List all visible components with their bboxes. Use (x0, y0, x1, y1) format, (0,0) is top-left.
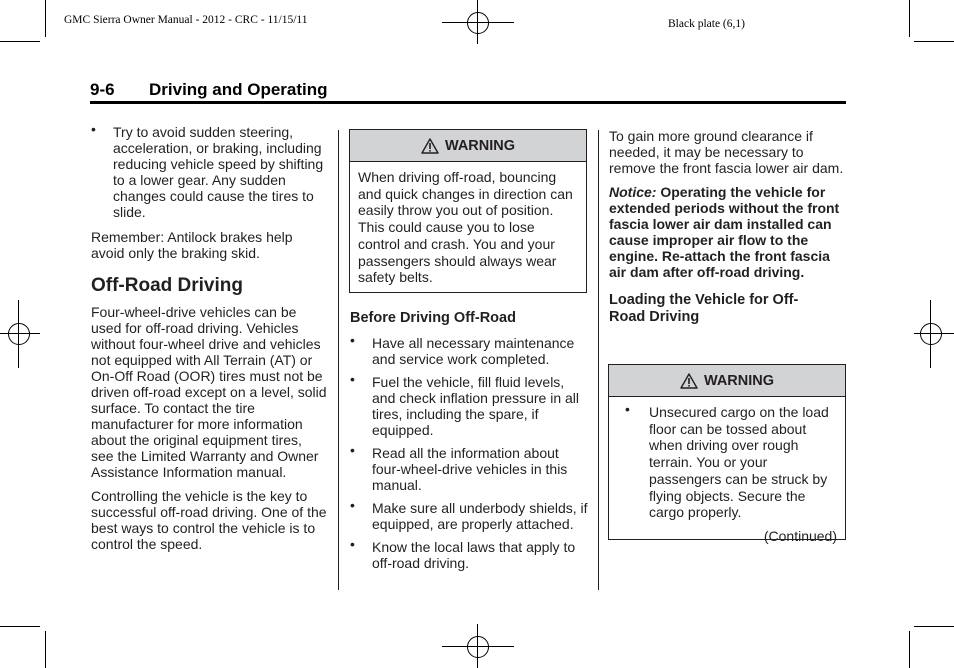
page-number: 9-6 (90, 80, 115, 99)
warning-box (349, 129, 587, 293)
crop-mark-top-left-v (45, 0, 46, 37)
bullet-text: Make sure all underbody shields, if equipped, are properly attached. (372, 500, 588, 532)
warning-text: When driving off-road, bouncing and quick changes in direction can easily throw you out of position. This could cause you to lose control and crash. You and your passengers should always wear safety belts. (358, 169, 573, 286)
notice-paragraph (609, 184, 845, 280)
section-title: Driving and Operating (149, 80, 328, 99)
notice-label: Notice: (609, 184, 657, 200)
bullet-text: Try to avoid sudden steering, acceleration, or braking, including reducing vehicle speed by shifting to a lower gear. Any sudden changes could cause the tires to slide. (113, 124, 324, 220)
notice-text: Operating the vehicle for extended periods without the front fascia lower air dam installed can cause improper air flow to the engine. Re-attach the front fascia air dam after off-road driving. (609, 184, 840, 280)
registration-mark-icon (442, 0, 514, 48)
crop-mark-bottom-left-h (0, 626, 40, 627)
column-1 (91, 121, 327, 560)
crop-mark-bottom-left-v (45, 631, 46, 668)
crop-mark-bottom-right-h (914, 626, 954, 627)
list-item (625, 401, 837, 521)
continued-label: (Continued) (763, 527, 837, 544)
bullet-text: Unsecured cargo on the load floor can be tossed about when driving over rough terrain. You or your passengers can be struck by flying objects. Secure the cargo properly. (649, 404, 829, 521)
list-item (350, 536, 588, 571)
crop-mark-bottom-right-v (909, 631, 910, 668)
warning-triangle-icon (680, 373, 698, 389)
bullet-icon: • (350, 442, 355, 458)
warning-body (609, 397, 845, 551)
warning-box-cargo (608, 364, 846, 544)
crop-mark-top-left-h (0, 41, 40, 42)
list-item (91, 121, 327, 220)
registration-mark-icon (442, 622, 514, 668)
bullet-text: Know the local laws that apply to off-road driving. (372, 539, 576, 571)
bullet-icon: • (350, 497, 355, 513)
column-divider (598, 130, 599, 590)
column-2 (350, 310, 588, 578)
list-item (350, 371, 588, 438)
warning-triangle-icon (421, 138, 439, 154)
plate-left-text: GMC Sierra Owner Manual - 2012 - CRC - 11/15/11 (64, 14, 308, 26)
offroad-paragraph-1: Four-wheel-drive vehicles can be used for off-road driving. Vehicles without four-wheel drive and vehicles not equipped with All Terrain (AT) or On-Off Road (OOR) tires must not be driven off-road except on a level, solid surface. To contact the tire manufacturer for more information about the original equipment tires, see the Limited Warranty and Owner Assistance Information manual. (91, 304, 327, 480)
bullet-text: Fuel the vehicle, fill fluid levels, and check inflation pressure in all tires, including the spare, if equipped. (372, 374, 580, 438)
bullet-text: Read all the information about four-wheel-drive vehicles in this manual. (372, 445, 568, 493)
clearance-paragraph: To gain more ground clearance if needed, it may be necessary to remove the front fascia lower air dam. (609, 128, 844, 176)
warning-header (350, 130, 586, 162)
crop-mark-top-right-v (909, 0, 910, 37)
section-heading: Off-Road Driving (91, 275, 243, 296)
column-divider (338, 130, 339, 590)
bullet-icon: • (91, 121, 96, 137)
list-item (350, 442, 588, 493)
list-item (350, 332, 588, 367)
registration-mark-icon (0, 300, 46, 368)
plate-right-text: Black plate (6,1) (668, 18, 745, 30)
remember-paragraph: Remember: Antilock brakes help avoid only the braking skid. (91, 229, 293, 261)
offroad-paragraph-2: Controlling the vehicle is the key to successful off-road driving. One of the best ways to control the vehicle is to control the speed. (91, 488, 327, 552)
bullet-icon: • (350, 371, 355, 387)
subheading-loading: Loading the Vehicle for Off-Road Driving (609, 292, 799, 325)
crop-mark-top-right-h (914, 41, 954, 42)
subheading-before-driving: Before Driving Off-Road (350, 310, 516, 326)
bullet-icon: • (625, 401, 630, 417)
header-rule (90, 101, 846, 104)
column-3 (609, 128, 845, 334)
bullet-icon: • (350, 332, 355, 348)
warning-label: WARNING (444, 137, 516, 154)
bullet-text: Have all necessary maintenance and service work completed. (372, 335, 575, 367)
registration-mark-icon (912, 300, 954, 368)
warning-label: WARNING (703, 372, 775, 389)
list-item (350, 497, 588, 532)
bullet-icon: • (350, 536, 355, 552)
warning-header (609, 365, 845, 397)
